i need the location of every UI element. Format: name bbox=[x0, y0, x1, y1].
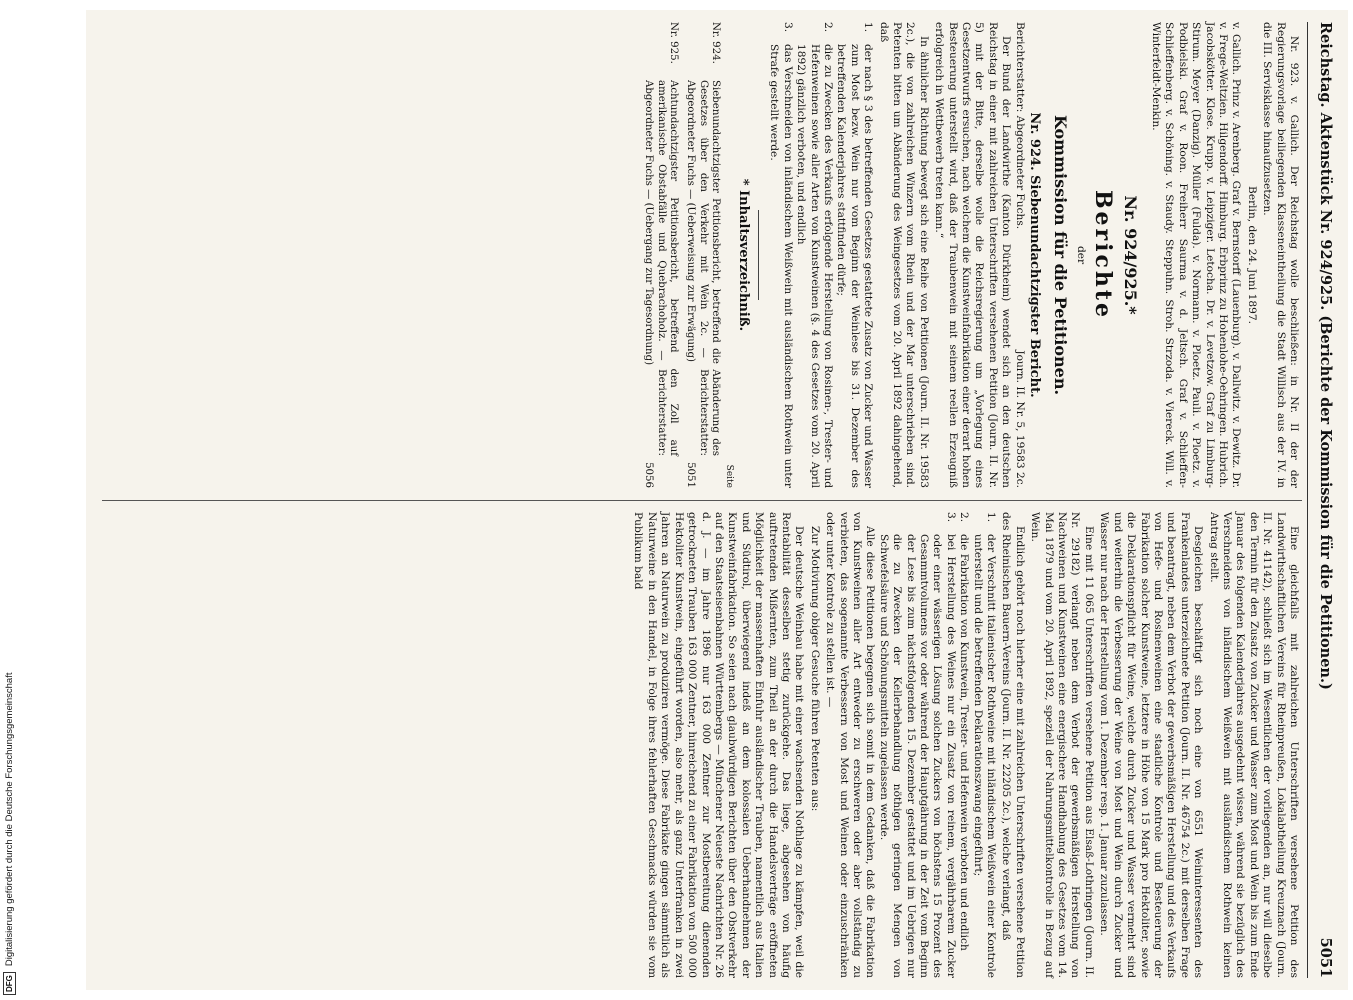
list-item bbox=[794, 22, 834, 488]
item-number: 1. bbox=[862, 22, 875, 33]
item-text: das Verschneiden von inländischem Weißwein mit ausländischem Rothwein unter Strafe gestellt werde. bbox=[768, 44, 794, 488]
paragraph: In ähnlicher Richtung bewegt sich eine Reihe von Petitionen (Journ. II. Nr. 19583 2c.), die von zahlreichen Winzern vom Rhein und der Mar unterschrieben sind. Petenten bitten um Abänderung des Weingesetzes vom 20. April 1892 dahingehend, daß bbox=[877, 22, 930, 488]
item-text: bei Herstellung des Weines nur ein Zusatz von reinem, vergährbarem Zucker oder einer wässerigen Lösung solchen Zuckers von höchstens 15 Prozent des Gesammtvolumens vor oder während der Hauptgährung in der Zeit vom Beginn der Lese bis zum nächstfolgenden 15. Dezember gestattet und im Uebrigen nur die zu Zwecken der Kellerbehandlung nöthigen geringen Mengen von Schwefelsäure und Schönungsmitteln zugelassen werde. bbox=[877, 534, 957, 978]
rapporteur-line bbox=[1012, 22, 1025, 488]
item-number: 1. bbox=[985, 512, 998, 523]
document-page bbox=[86, 10, 1348, 990]
item-number: 3. bbox=[944, 512, 957, 523]
item-text: der nach § 3 des betreffenden Gesetzes gestattete Zusatz von Zucker und Wasser zum Most bezw. Wein nur vom Beginn der Weinlese bis 31. Dezember des betreffenden Kalenderjahres stattfinden dürfe; bbox=[835, 44, 875, 488]
item-number: 2. bbox=[958, 512, 971, 523]
toc-entry bbox=[683, 22, 721, 488]
page-number: 5051 bbox=[1317, 937, 1334, 978]
toc-text: Achtundachtzigster Petitionsbericht, betreffend den Zoll auf amerikanische Obstabfälle und Quebrachoholz. — Berichterstatter: Abgeordneter Fuchs — (Uebergang zur Tagesordnung) bbox=[643, 80, 680, 456]
header-title: Reichstag. Aktenstück Nr. 924/925. (Berichte der Kommission für die Petitionen.) bbox=[1317, 22, 1334, 690]
list-item bbox=[957, 512, 970, 978]
column-rule bbox=[102, 500, 1302, 501]
paragraph: Desgleichen beschäftigt sich noch eine von 6551 Weininteressenten des Frankenlandes unterzeichnete Petition (Journ. II. Nr. 46754 2c.) mit derselben Frage und beantragt, neben dem Verbot der gewerbsmäßigen Herstellung und des Verkaufs von Hefe- und Rosinenweinen eine staatliche Kontrole und Besteuerung der Fabrikation solcher Kunstweine, letztere in Höhe von 15 Mark pro Hektoliter, sowie die Deklarationspflicht für Weine, welche durch Zucker und Wasser vermehrt sind und weiterhin die Verbesserung der Weine von Most und Wein durch Zucker und Wasser nur nach der Herstellung vom 1. Dezember resp. 1. Januar zuzulassen. bbox=[1098, 512, 1205, 978]
right-column bbox=[629, 512, 1300, 978]
berichte-title: Berichte bbox=[1089, 189, 1116, 321]
item-number: 3. bbox=[781, 22, 794, 33]
paragraph: Der deutsche Weinbau habe mit einer wachsenden Nothlage zu kämpfen, weil die Rentabilität desselben stetig zurückgehe. Das liege, abgesehen von häufig auftretenden Mißernten, zum Theil an der durch die Handelsverträge eröffneten Möglichkeit der massenhaften Einfuhr ausländischer Trauben, namentlich aus Italien und Südtirol, überwiegend indeß an dem kolossalen Ueberhandnehmen der Kunstweinfabrikation. So seien nach glaubwürdigen Berichten über den Obstverkehr auf den Staatseisenbahnen Württembergs — Münchener Neueste Nachrichten Nr. 26 d. J. — im Jahre 1896 nur 163 000 Zentner zur Mostbereitung dienenden getrockneten Trauben 163 000 Zentner, hinreichend zu einer Fabrikation von 500 000 Hektoliter Kunstwein, eingeführt worden, also mehr, als ganz Unterfranken in zwei Jahren an Naturwein zu produziren vermöge. Diese Fabrikate gingen sämmtlich als Naturweine in den Handel, in Folge ihres fehlerhaften Geschmacks würden sie vom Publikum bald bbox=[632, 512, 806, 978]
report-heading: Nr. 924. Siebenundachtzigster Bericht. bbox=[1027, 112, 1043, 398]
left-column bbox=[638, 22, 1300, 488]
list-item bbox=[767, 22, 794, 488]
paragraph: Alle diese Petitionen begegnen sich somit in dem Gedanken, daß die Fabrikation von Kunstweinen aller Art entweder zu erschweren oder aber vollständig zu verbieten, das sogenannte Verbessern von Most und Weinen oder einzuschränken oder unter Kontrole zu stellen ist. — bbox=[824, 512, 877, 978]
toc-page: 5056 bbox=[643, 462, 655, 488]
header-rule bbox=[1307, 22, 1308, 978]
list-item bbox=[876, 512, 956, 978]
toc-page: 5051 bbox=[685, 462, 696, 488]
list-item bbox=[834, 22, 874, 488]
toc-number: Nr. 925. bbox=[668, 22, 680, 64]
der-word: der bbox=[1074, 245, 1087, 265]
document-number: Nr. 924/925.* bbox=[1120, 195, 1140, 315]
signers-list: v. Gallich. Prinz v. Arenberg. Graf v. Bernstorff (Lauenburg). v. Dallwitz. v. Dewitz. Dr. v. Frege-Weltzien. Hilgendorff. Himburg. Erbprinz zu Hohenlohe-Oehringen. Hubrich. Jacobskötter. Klose. Krupp. v. Leipziger. Letocha. Dr. v. Levetzow. Graf zu Limburg-Stirum. Meyer (Danzig). Müller (Fulda). v. Normann. v. Ploetz. Pauli. v. Ploetz. v. Podbielski. Graf v. Roon. Freiherr Saurma v. d. Jeltsch. Graf v. Schlieffen-Schlieffenberg. v. Schöning. v. Staudy. Steppuhn. Stroh. Strzoda. v. Viereck. Will. v. Winterfeldt-Menkin. bbox=[1149, 22, 1243, 488]
motion-923: Nr. 923. v. Gallich. Der Reichstag wolle beschließen: in Nr. II der der Regierungsvorlage beiliegenden Klasseneintheilung die Stadt Willisch aus der IV. in die III. Servisklasse hinaufzusetzen. bbox=[1261, 22, 1300, 488]
sidebar-strip bbox=[0, 0, 20, 1000]
item-text: die Fabrikation von Kunstwein, Trester- und Hefenwein verboten und endlich bbox=[958, 534, 971, 951]
journal-ref: Journ. II. Nr. 5, 19583 2c. bbox=[1013, 350, 1026, 488]
funding-note bbox=[2, 5, 18, 995]
toc-title: * Inhaltsverzeichniß. bbox=[736, 178, 751, 332]
item-text: die zu Zwecken des Verkaufs erfolgende Herstellung von Rosinen-, Trester- und Hefenweinen sowie aller Arten von Kunstweinen (§. 4 des Gesetzes vom 20. April 1892) gänzlich verboten, und endlich bbox=[795, 44, 835, 488]
dfg-logo: DFG bbox=[3, 972, 16, 995]
paragraph: Zur Motivirung obiger Gesuche führen Petenten aus: bbox=[808, 526, 821, 812]
rapporteur: Berichterstatter: Abgeordneter Fuchs. bbox=[1013, 22, 1026, 230]
motion-date: Berlin, den 24. Juni 1897. bbox=[1245, 186, 1258, 324]
list-item bbox=[970, 512, 997, 978]
toc-seite-label: Seite bbox=[723, 464, 734, 488]
divider bbox=[758, 210, 759, 300]
paragraph: Endlich gehört noch hierher eine mit zahlreichen Unterschriften versehene Petition des Rheinischen Bauern-Vereins (Journ. II. Nr. 22205 2c.), welche verlangt, daß bbox=[1000, 512, 1026, 978]
toc-text: Siebenundachtzigster Petitionsbericht, betreffend die Abänderung des Gesetzes über den Verkehr mit Wein 2c. — Berichterstatter: Abgeordneter Fuchs — (Ueberweisung zur Erwägung) bbox=[685, 80, 722, 456]
running-header bbox=[1312, 22, 1338, 978]
toc-number: Nr. 924. bbox=[710, 22, 722, 64]
commission-title: Kommission für die Petitionen. bbox=[1051, 114, 1071, 396]
funding-text: Digitalisierung gefördert durch die Deutsche Forschungsgemeinschaft bbox=[4, 672, 15, 967]
paragraph: Der Bund der Landwirthe (Kanton Dürkheim) wendet sich an den deutschen Reichstag in einer mit zahlreichen Unterschriften versehenen Petition (Journ. II. Nr. 5) mit der Bitte, derselbe wolle die Reichsregierung um „Vorlegung eines Gesetzentwurfs ersuchen, nach welchem die Kunstweinfabrikation einer derart hohen Besteuerung unterstellt wird, daß der Traubenwein mit seinem reellen Erzeugniß erfolgreich in Wettbewerb treten kann.“ bbox=[933, 22, 1013, 488]
paragraph: Eine mit 11 065 Unterschriften versehene Petition aus Elsaß-Lothringen (Journ. II. Nr. 29182) verlangt neben dem Verbot der gewerbsmäßigen Herstellung von Nachweinen und Kunstweinen eine energischere Handhabung des Gesetzes vom 14. Mai 1879 und vom 20. April 1892, speziell der Nahrungsmittelkontrolle in Bezug auf Wein. bbox=[1029, 512, 1095, 978]
toc-entry bbox=[642, 22, 680, 488]
paragraph: Eine gleichfalls mit zahlreichen Unterschriften versehene Petition des Landwirthschaftlichen Vereins für Rheinpreußen, Lokalabtheilung Kreuznach (Journ. II. Nr. 41142), schließt sich im Wesentlichen der vorliegenden an, nur will dieselbe den Termin für den Zusatz von Zucker und Wasser zum Most und Wein bis zum Ende Januar des folgenden Kalenderjahres ausgedehnt wissen, während sie bezüglich des Verschneidens von inländischem Weißwein mit ausländischem Rothwein keinen Antrag stellt. bbox=[1207, 512, 1300, 978]
item-number: 2. bbox=[822, 22, 835, 33]
item-text: der Verschnitt italienischer Rothweine mit inländischem Weißwein einer Kontrole unterstellt und die betreffenden Deklarationszwang eingeführt; bbox=[971, 534, 998, 978]
